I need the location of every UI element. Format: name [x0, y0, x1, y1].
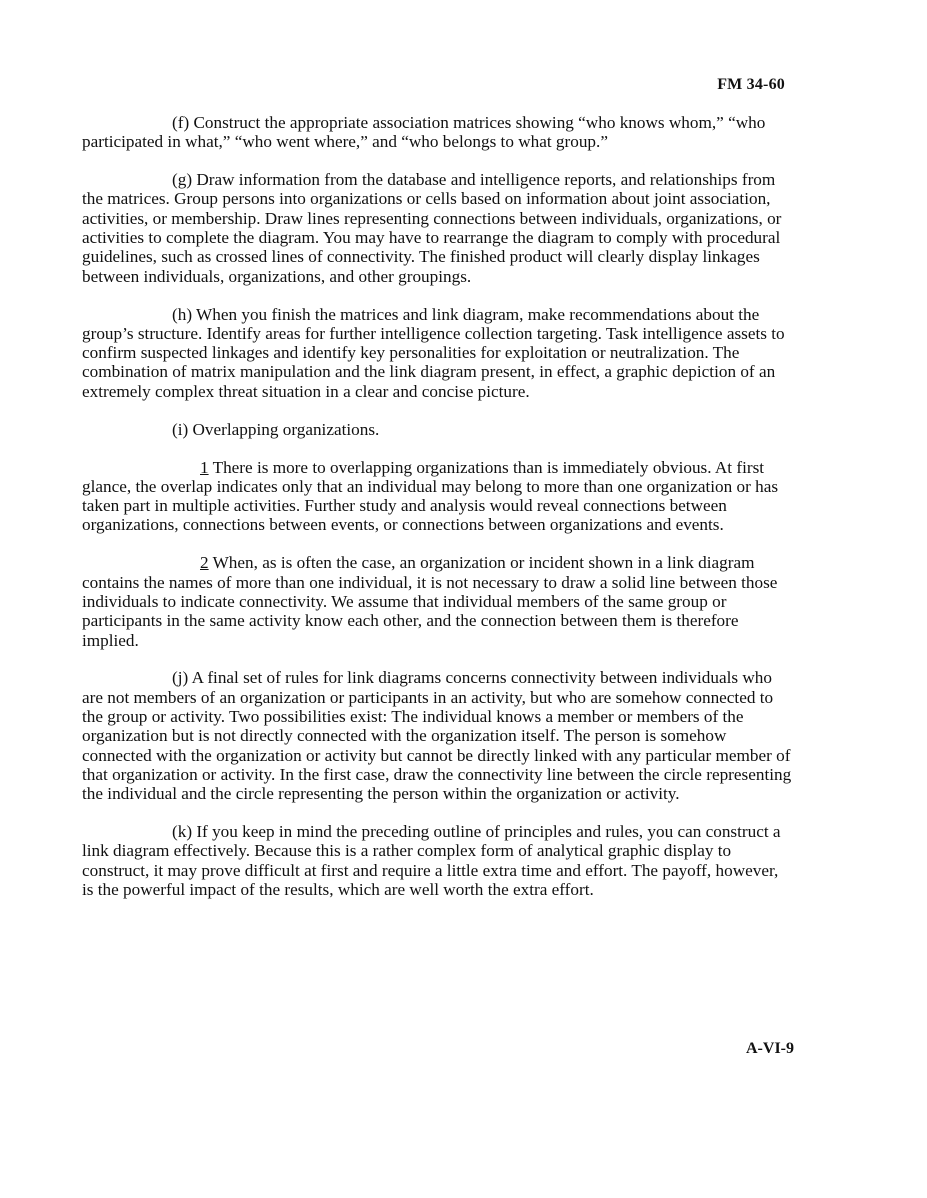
subparagraph-number: 1 [200, 457, 209, 477]
paragraph-g: (g) Draw information from the database and intelligence reports, and relationships from the matrices. Group persons into organizations or cells based on information about joint association, activities, or membership. Draw lines representing connections between individuals, organizations, or activities to complete the diagram. You may have to rearrange the diagram to comply with procedural guidelines, such as crossed lines of connectivity. The finished product will clearly display linkages between individuals, organizations, and other groupings. [82, 170, 782, 286]
subparagraph-1 [82, 458, 794, 535]
paragraph-h: (h) When you finish the matrices and link diagram, make recommendations about the group’s structure. Identify areas for further intelligence collection targeting. Task intelligence assets to confirm suspected linkages and identify key personalities for exploitation or neutralization. The combination of matrix manipulation and the link diagram present, in effect, a graphic depiction of an extremely complex threat situation in a clear and concise picture. [82, 304, 785, 401]
paragraph-f: (f) Construct the appropriate association matrices showing “who knows whom,” “who participated in what,” “who went where,” and “who belongs to what group.” [82, 113, 766, 152]
subparagraph-2 [82, 553, 794, 649]
subparagraph-number: 2 [200, 553, 209, 573]
paragraph-k: (k) If you keep in mind the preceding outline of principles and rules, you can construct a link diagram effectively. Because this is a rather complex form of analytical graphic display to construct, it may prove difficult at first and require a little extra time and effort. The payoff, however, is the powerful impact of the results, which are well worth the extra effort. [82, 822, 781, 899]
subparagraph-text: There is more to overlapping organizations than is immediately obvious. At first glance, the overlap indicates only that an individual may belong to more than one organization or has taken part in multiple activities. Further study and analysis would reveal connections between organizations, connections between events, or connections between organizations and events. [82, 457, 779, 535]
page-number: A-VI-9 [746, 1040, 794, 1057]
paragraph-j: (j) A final set of rules for link diagrams concerns connectivity between individuals who are not members of an organization or participants in an activity, but who are somehow connected to the group or activity. Two possibilities exist: The individual knows a member or members of the organization but is not directly connected with the organization itself. The person is somehow connected with the organization or activity but cannot be directly linked with any particular member of that organization or activity. In the first case, draw the connectivity line between the circle representing the individual and the circle representing the person within the organization or activity. [82, 668, 792, 804]
paragraph-i: (i) Overlapping organizations. [172, 419, 380, 439]
subparagraph-text: When, as is often the case, an organization or incident shown in a link diagram contains the names of more than one individual, it is not necessary to draw a solid line between those individuals to indicate connectivity. We assume that individual members of the same group or participants in the same activity know each other, and the connection between them is therefore implied. [82, 553, 778, 650]
document-body [82, 113, 794, 899]
page-header-doc-id: FM 34-60 [717, 76, 785, 93]
